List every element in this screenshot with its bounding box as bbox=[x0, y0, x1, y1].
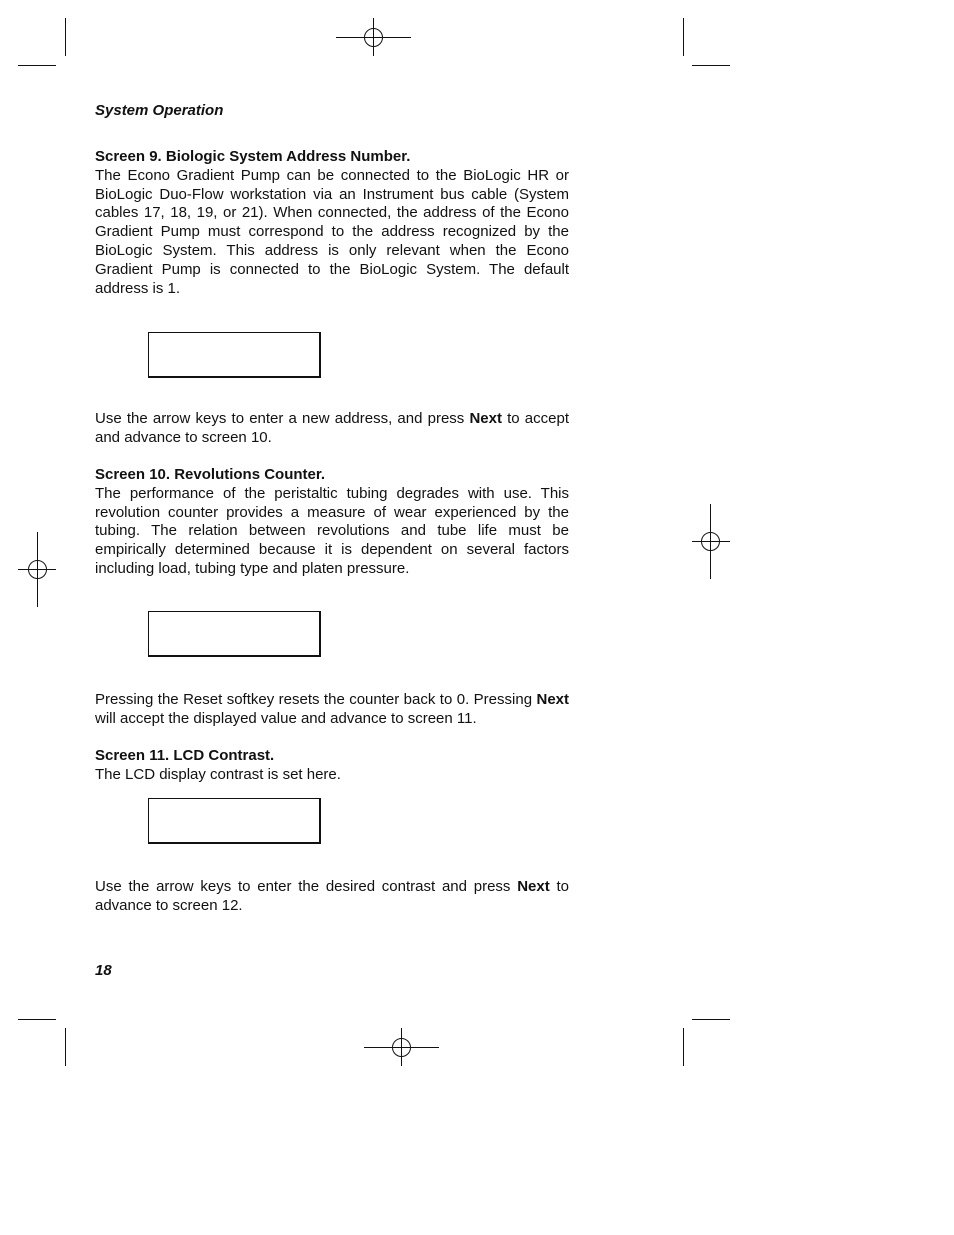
section-instruction: Use the arrow keys to enter the desired contrast and press Next to advance to screen 12. bbox=[95, 878, 570, 914]
page-number: 18 bbox=[95, 962, 112, 979]
crop-mark bbox=[692, 1019, 730, 1020]
crop-mark bbox=[692, 65, 730, 66]
crop-mark bbox=[18, 1019, 56, 1020]
section-body: The performance of the peristaltic tubing degrades with use. This revolution counter provides a measure of wear experienced by the tubing. The relation between revolutions and tube life must be empirically determined because it is dependent on several factors including load, tubing type and platen pressure. bbox=[95, 484, 569, 577]
section-instruction: Use the arrow keys to enter a new address, and press Next to accept and advance to screen 10. bbox=[95, 410, 569, 446]
next-key-label: Next bbox=[536, 691, 569, 708]
section-heading: Screen 10. Revolutions Counter. bbox=[95, 466, 326, 483]
next-key-label: Next bbox=[469, 410, 502, 427]
section-heading: Screen 9. Biologic System Address Number. bbox=[95, 148, 411, 165]
section-body: The LCD display contrast is set here. bbox=[95, 765, 341, 783]
section-screen-9 bbox=[95, 148, 569, 298]
section-body: The Econo Gradient Pump can be connected to the BioLogic HR or BioLogic Duo-Flow workstation via an Instrument bus cable (System cables 17, 18, 19, or 21). When connected, the address of the Econo Gradient Pump must correspond to the address recognized by the BioLogic System. This address is only relevant when the Econo Gradient Pump is connected to the BioLogic System. The default address is 1. bbox=[95, 166, 569, 297]
section-screen-10 bbox=[95, 466, 569, 579]
crop-mark bbox=[65, 18, 66, 56]
crop-mark bbox=[18, 65, 56, 66]
running-header: System Operation bbox=[95, 102, 224, 119]
lcd-screen-box bbox=[148, 611, 321, 657]
section-instruction: Pressing the Reset softkey resets the counter back to 0. Pressing Next will accept the displayed value and advance to screen 11. bbox=[95, 691, 569, 727]
lcd-screen-box bbox=[148, 798, 321, 844]
section-screen-11 bbox=[95, 747, 569, 785]
crop-mark bbox=[65, 1028, 66, 1066]
lcd-screen-box bbox=[148, 332, 321, 378]
next-key-label: Next bbox=[517, 878, 550, 895]
crop-mark bbox=[683, 18, 684, 56]
section-heading: Screen 11. LCD Contrast. bbox=[95, 747, 275, 764]
crop-mark bbox=[683, 1028, 684, 1066]
